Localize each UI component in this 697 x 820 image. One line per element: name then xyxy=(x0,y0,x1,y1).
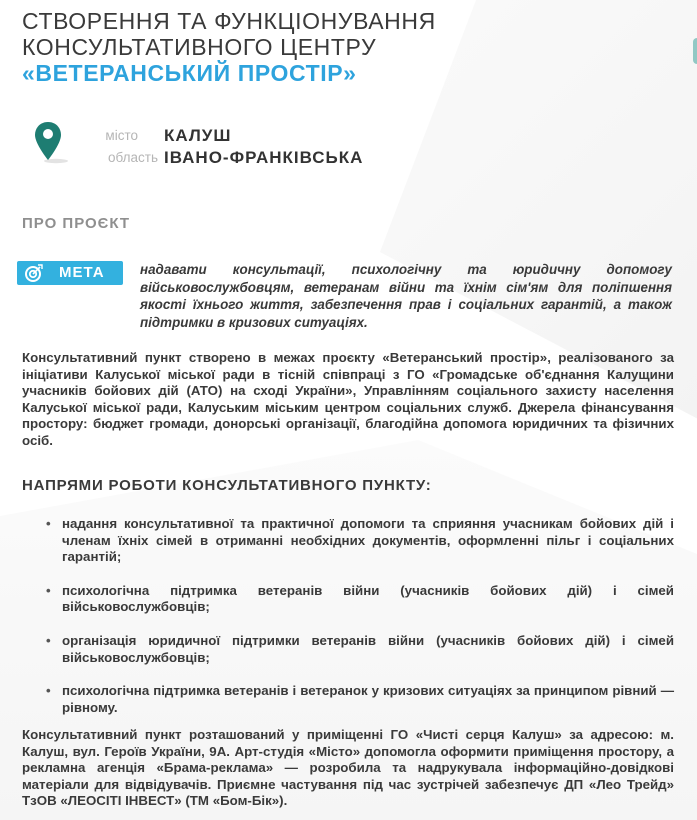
list-item-text: психологічна підтримка ветеранів війни (учасників бойових дій) і сімей військовослужбовців; xyxy=(62,582,674,615)
edge-decoration xyxy=(693,38,697,64)
goal-label: МЕТА xyxy=(59,264,105,281)
title-line-2: КОНСУЛЬТАТИВНОГО ЦЕНТРУ xyxy=(22,34,377,60)
directions-list xyxy=(44,516,674,733)
list-item xyxy=(44,633,674,666)
city-label: місто xyxy=(105,128,138,143)
title-line-1: СТВОРЕННЯ ТА ФУНКЦІОНУВАННЯ xyxy=(22,8,436,34)
project-paragraph: Консультативний пункт створено в межах проєкту «Ветеранський простір», реалізованого за ініціативи Калуської міської ради в тісній співпраці з ГО «Громадське об'єднання Калущини учасників бойових дій (АТО) на сході України», Управлінням соціального захисту населення Калуської міської ради, Калуським міським центром соціальних служб. Джерела фінансування простору: бюджет громади, донорські організації, благодійна допомога юридичних та фізичних осіб. xyxy=(22,350,674,448)
list-item-text: психологічна підтримка ветеранів і ветеранок у кризових ситуаціях за принципом рівний — рівному. xyxy=(62,683,674,715)
bullet-icon: • xyxy=(46,632,51,648)
bullet-icon: • xyxy=(46,516,51,531)
page-title xyxy=(22,8,436,86)
bullet-icon: • xyxy=(46,582,51,598)
list-item xyxy=(44,516,674,566)
list-item xyxy=(44,583,674,616)
about-heading: ПРО ПРОЄКТ xyxy=(22,215,131,232)
city-row xyxy=(34,126,334,146)
location-paragraph: Консультативний пункт розташований у приміщенні ГО «Чисті серця Калуш» за адресою: м. Калуш, вул. Героїв України, 9А. Арт-студія «Місто» допомогла оформити приміщення простору, а рекламна агенція «Брама-реклама» — розробила та надрукувала інформаційно-довідкові матеріали для відвідувачів. Приємне частування під час зустрічей забезпечує ДП «Лео Трейд» ТзОВ «ЛЕОСІТІ ІНВЕСТ» (ТМ «Бом-Бік»). xyxy=(22,727,674,809)
list-item xyxy=(44,683,674,716)
list-item-text: організація юридичної підтримки ветеранів війни (учасників бойових дій) і сімей військовослужбовців; xyxy=(62,632,674,665)
goal-text: надавати консультації, психологічну та юридичну допомогу військовослужбовцям, ветеранам війни та їхнім сім'ям для поліпшення якості їхнього життя, забезпечення прав і соціальних гарантій, а також підтримки в кризових ситуаціях. xyxy=(140,262,672,330)
title-line-3: «ВЕТЕРАНСЬКИЙ ПРОСТІР» xyxy=(22,60,357,86)
goal-badge xyxy=(17,261,123,285)
city-value: КАЛУШ xyxy=(164,126,232,145)
list-item-text: надання консультативної та практичної допомоги та сприяння учасникам бойових дій і членам їхніх сімей в отриманні необхідних документів, оформленні пільг і соціальних гарантій; xyxy=(62,516,674,565)
bullet-icon: • xyxy=(46,683,51,699)
region-label: область xyxy=(108,150,158,165)
target-icon xyxy=(25,264,43,282)
directions-heading: НАПРЯМИ РОБОТИ КОНСУЛЬТАТИВНОГО ПУНКТУ: xyxy=(22,477,432,494)
region-value: ІВАНО-ФРАНКІВСЬКА xyxy=(164,148,364,167)
region-row xyxy=(34,148,364,168)
